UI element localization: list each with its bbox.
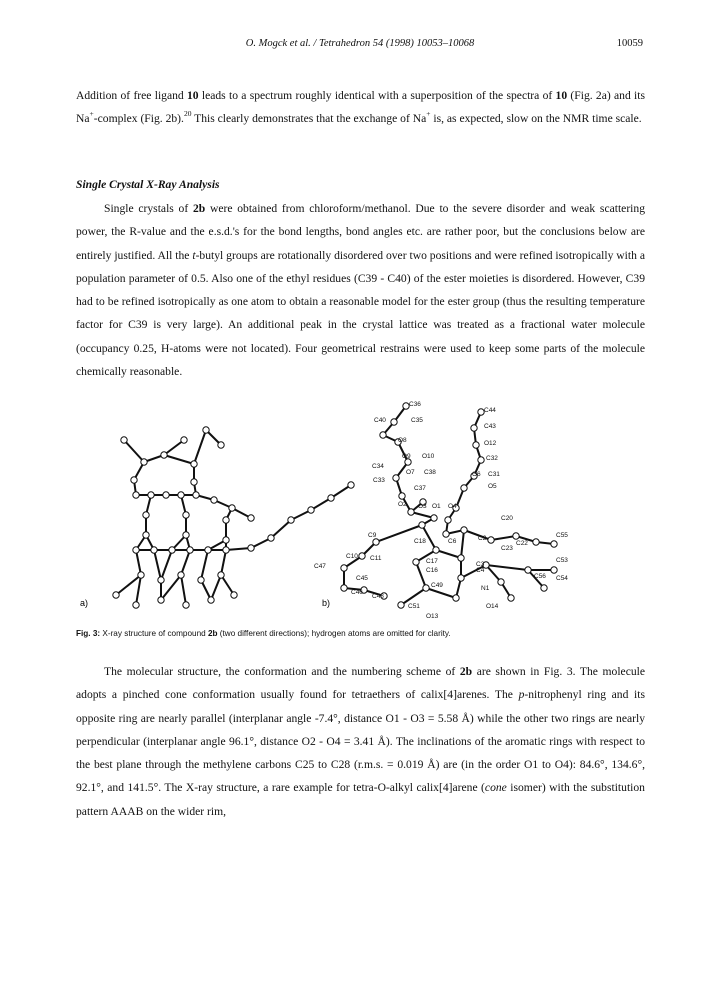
paragraph-crystal-analysis: Single crystals of 2b were obtained from chloroform/methanol. Due to the severe disorder and weak scattering power, the R-value and the e.s.d.'s for the bond lengths, bond angles etc. are rather poor, but the conclusions below are entirely justified. All the t-butyl groups are rotationally disordered over two positions and were refined isotropically with a population parameter of 0.5. Also one of the ethyl residues (C39 - C40) of the ester moieties is disordered. However, C39 had to be refined isotropically as one atom to obtain a reasonable model for the ester group (thus the resulting temperature factor for C39 is very large). An additional peak in the crystal lattice was treated as a fractional water molecule (occupancy 0.25, H-atoms were not located). Four geometrical restrains were used to keep some parts of the molecule chemically reasonable. [76, 202, 646, 379]
panel-a-atom [183, 512, 189, 518]
atom-label: C2 [478, 535, 487, 542]
atom-label: O12 [484, 440, 497, 447]
atom-label: C56 [534, 573, 546, 580]
panel-a-atom [308, 507, 314, 513]
panel-b-atom [391, 419, 397, 425]
panel-a-atom [158, 597, 164, 603]
atom-label: C11 [370, 555, 382, 562]
panel-b-atom [525, 567, 531, 573]
panel-a-atom [231, 592, 237, 598]
panel-b-atom [341, 585, 347, 591]
atom-label: C48 [372, 593, 384, 600]
atom-label: C51 [408, 603, 420, 610]
panel-a-atom [248, 515, 254, 521]
panel-b-atom [533, 539, 539, 545]
panel-a-bond [211, 575, 221, 600]
panel-b-atom [473, 442, 479, 448]
atom-label: C33 [373, 477, 385, 484]
figure-caption: Fig. 3: X-ray structure of compound 2b (two different directions); hydrogen atoms are omitted for clarity. [76, 629, 451, 638]
panel-a-bond [161, 550, 172, 580]
panel-a-atom [113, 592, 119, 598]
panel-a-atom [193, 492, 199, 498]
panel-b-atom [513, 533, 519, 539]
panel-a-bond [124, 440, 144, 462]
panel-a-atom [205, 547, 211, 553]
atom-label: C46 [351, 589, 363, 596]
panel-a-bond [154, 550, 161, 580]
panel-a-atom [223, 547, 229, 553]
atom-label: C37 [414, 485, 426, 492]
panel-b-atom [359, 553, 365, 559]
running-head: O. Mogck et al. / Tetrahedron 54 (1998) 10053–10068 [245, 38, 475, 49]
panel-a-bond [164, 455, 194, 464]
atom-label: C20 [501, 515, 513, 522]
panel-a-atom [148, 492, 154, 498]
panel-a-atom [208, 597, 214, 603]
atom-label: C35 [411, 417, 423, 424]
panel-a-atom [191, 461, 197, 467]
panel-a-atom [178, 492, 184, 498]
atom-label: C53 [556, 557, 568, 564]
atom-label: O4 [448, 503, 457, 510]
panel-a-bond [181, 550, 190, 575]
panel-a-atom [143, 532, 149, 538]
atom-label: O9 [402, 453, 411, 460]
atom-label: C40 [374, 417, 386, 424]
panel-b-atom [471, 425, 477, 431]
atom-label: C3 [476, 561, 485, 568]
panel-a-atom [183, 532, 189, 538]
atom-label: O14 [486, 603, 499, 610]
panel-b-atom [541, 585, 547, 591]
panel-a-atom [248, 545, 254, 551]
panel-a-bonds [116, 430, 351, 605]
atom-label: N1 [481, 585, 490, 592]
atom-label: C47 [314, 563, 326, 570]
atom-label: O6 [472, 471, 481, 478]
panel-a-atom [121, 437, 127, 443]
panel-a-label: a) [80, 598, 89, 608]
panel-b-atom [461, 527, 467, 533]
panel-a-bond [136, 550, 141, 575]
panel-b-bond [416, 562, 426, 588]
panel-b-atom [399, 493, 405, 499]
atom-label: C9 [368, 532, 377, 539]
atom-label: C36 [409, 401, 421, 408]
atom-label: C23 [501, 545, 513, 552]
panel-a-bond [181, 575, 186, 605]
panel-a-atom [131, 477, 137, 483]
panel-b-atom [413, 559, 419, 565]
panel-b-atom-labels [314, 401, 568, 620]
panel-a-atom [151, 547, 157, 553]
panel-b-atom [393, 475, 399, 481]
panel-a-atom [348, 482, 354, 488]
panel-a-atoms [113, 427, 354, 608]
panel-a-atom [328, 495, 334, 501]
atom-label: C45 [356, 575, 368, 582]
atom-label: C6 [448, 538, 457, 545]
panel-a-bond [194, 430, 206, 464]
panel-b-atom [443, 531, 449, 537]
panel-b-atom [398, 602, 404, 608]
panel-a-atom [203, 427, 209, 433]
panel-a-bond [164, 440, 184, 455]
atom-label: O10 [422, 453, 435, 460]
panel-b-atom [453, 595, 459, 601]
panel-a-atom [181, 437, 187, 443]
panel-b-atom [461, 485, 467, 491]
atom-label: C31 [488, 471, 500, 478]
panel-a-atom [183, 602, 189, 608]
panel-b-atom [419, 522, 425, 528]
atom-label: O2 [398, 501, 407, 508]
atom-label: C22 [516, 540, 528, 547]
panel-a-atom [218, 442, 224, 448]
atom-label: O5 [488, 483, 497, 490]
panel-b-bond [426, 588, 456, 598]
panel-a-atom [133, 492, 139, 498]
panel-a-atom [158, 577, 164, 583]
panel-a-atom [161, 452, 167, 458]
panel-a-bond [271, 520, 291, 538]
atom-label: O7 [406, 469, 415, 476]
panel-a-atom [218, 572, 224, 578]
atom-label: C17 [426, 558, 438, 565]
panel-a-atom [223, 537, 229, 543]
panel-a-atom [169, 547, 175, 553]
panel-b-atom [433, 547, 439, 553]
panel-b-atom [380, 432, 386, 438]
panel-a-bond [226, 548, 251, 550]
panel-b-atom [551, 567, 557, 573]
panel-b-atom [488, 537, 494, 543]
panel-a-atom [211, 497, 217, 503]
panel-a-atom [133, 547, 139, 553]
panel-a-atom [268, 535, 274, 541]
xray-structure-drawing [76, 400, 645, 625]
atom-label: O1 [432, 503, 441, 510]
atom-label: C54 [556, 575, 568, 582]
atom-label: C38 [424, 469, 436, 476]
panel-b-atom [498, 579, 504, 585]
panel-a-atom [143, 512, 149, 518]
panel-b-atom [551, 541, 557, 547]
panel-b-atom [445, 517, 451, 523]
atom-label: C49 [431, 582, 443, 589]
panel-b-atom [508, 595, 514, 601]
panel-b-atom [431, 515, 437, 521]
panel-b-label: b) [322, 598, 331, 608]
atom-label: C18 [414, 538, 426, 545]
panel-a-atom [138, 572, 144, 578]
atom-label: O8 [398, 437, 407, 444]
paragraph-nmr-exchange: Addition of free ligand 10 leads to a spectrum roughly identical with a superposition of the spectra of 10 (Fig. 2a) and its Na+-complex (Fig. 2b).$^{20}$ This clearly demonstrates that the exchange of Na+ is, as expected, slow on the NMR time scale. [76, 89, 645, 126]
panel-a-atom [229, 505, 235, 511]
panel-a-atom [133, 602, 139, 608]
panel-b-atom [423, 585, 429, 591]
panel-b-bond [436, 550, 461, 558]
panel-b-bond [461, 530, 464, 558]
atom-label: C32 [486, 455, 498, 462]
section-heading: Single Crystal X-Ray Analysis [76, 178, 220, 191]
panel-b-atom [341, 565, 347, 571]
atom-label: C10 [346, 553, 358, 560]
atom-label: C43 [484, 423, 496, 430]
panel-b-atom [408, 509, 414, 515]
panel-a-atom [163, 492, 169, 498]
atom-label: C16 [426, 567, 438, 574]
panel-a-bond [221, 550, 226, 575]
paragraph-molecular-structure: The molecular structure, the conformation and the numbering scheme of 2b are shown in Fig. 3. The molecule adopts a pinched cone conformation usually found for tetraethers of calix[4]arenes. The p-nitrophenyl ring and its opposite ring are nearly parallel (interplanar angle -7.4°, distance O1 - O3 = 5.58 Å) while the other two rings are nearly perpendicular (interplanar angle 96.1°, distance O2 - O4 = 3.41 Å). The inclinations of the aromatic rings with respect to the best plane through the methylene carbons C25 to C28 (r.m.s. = 0.019 Å) are (in the order O1 to O4): 84.6°, 134.6°, 92.1°, and 141.5°. The X-ray structure, a rare example for tetra-O-alkyl calix[4]arene (cone isomer) with the substitution pattern AAAB on the wider rim, [76, 665, 646, 818]
page-number: 10059 [616, 38, 643, 49]
atom-label: O3 [418, 503, 427, 510]
atom-label: O13 [426, 613, 439, 620]
figure-xray-structure [76, 400, 645, 625]
panel-b-atom [373, 539, 379, 545]
panel-a-atom [191, 479, 197, 485]
panel-b-atom [478, 457, 484, 463]
panel-a-atom [288, 517, 294, 523]
atom-label: C44 [484, 407, 496, 414]
panel-a-atom [187, 547, 193, 553]
panel-b-bond [491, 536, 516, 540]
panel-a-atom [178, 572, 184, 578]
panel-b-atom [458, 555, 464, 561]
panel-a-atom [223, 517, 229, 523]
panel-a-bond [201, 550, 208, 580]
panel-b-atom [458, 575, 464, 581]
panel-b-bond [486, 565, 528, 570]
panel-a-atom [141, 459, 147, 465]
atom-label: C55 [556, 532, 568, 539]
panel-a-atom [198, 577, 204, 583]
atom-label: C34 [372, 463, 384, 470]
atom-label: C4 [476, 567, 485, 574]
